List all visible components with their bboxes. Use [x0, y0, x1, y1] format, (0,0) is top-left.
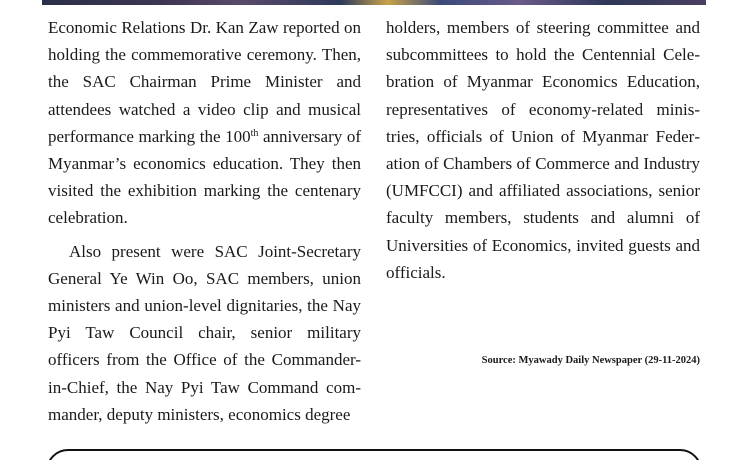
photo-bottom-edge [42, 0, 706, 5]
article-paragraph-attendees: holders, members of steering committee and subcommittees to hold the Centennial Celebration of Myanmar Economics Education, representatives of economy-related ministries, officials of Union of Myanmar Federation of Chambers of Commerce and Industry (UMFCCI) and affiliated associations, senior faculty members, students and alumni of Universities of Economics, invited guests and officials. [386, 18, 700, 282]
article-paragraph [48, 14, 361, 232]
article-column-left [48, 14, 361, 428]
article-column-right [386, 14, 700, 286]
paragraph-text-continued: anniversary of Myanmar’s economics education. They then visited the exhibition marking the centenary celebration. [48, 126, 361, 228]
article-paragraph-also-present: Also present were SAC Joint-Secretary General Ye Win Oo, SAC members, union ministers and union-level dignitaries, the Nay Pyi Taw Council chair, senior military officers from the Office of the Commander-in-Chief, the Nay Pyi Taw Command commander, deputy ministers, economics degree [48, 241, 361, 424]
paragraph-text: Economic Relations Dr. Kan Zaw reported on holding the commemorative ceremony. Then, the SAC Chairman Prime Minister and attendees watched a video clip and musical performance marking the 100 [48, 18, 361, 146]
source-credit: Source: Myawady Daily Newspaper (29-11-2024) [481, 355, 700, 366]
ordinal-superscript: th [250, 128, 259, 140]
next-article-frame [46, 449, 702, 460]
